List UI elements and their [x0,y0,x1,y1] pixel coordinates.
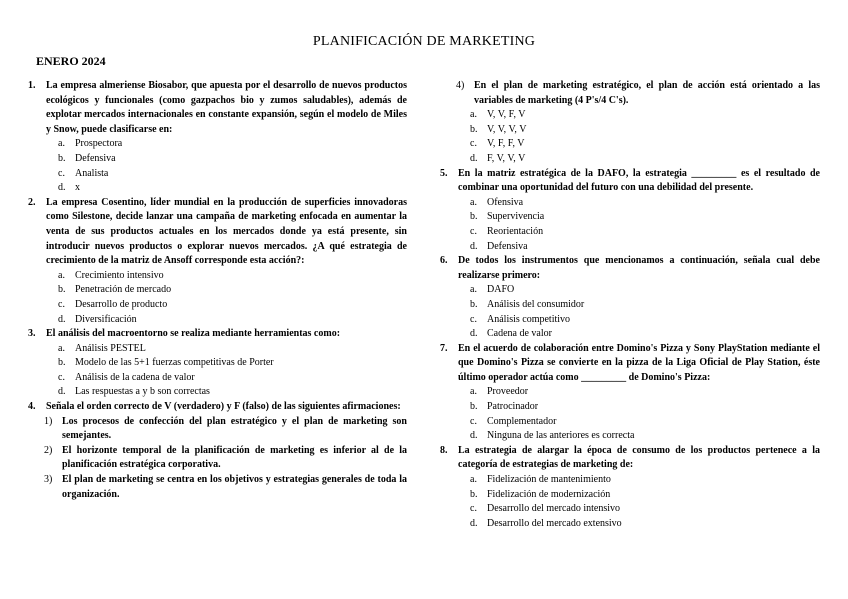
statement-text: En el plan de marketing estratégico, el plan de acción está orientado a las variables de marketing (4 P's/4 C's). [474,80,820,106]
option-text: Patrocinador [487,401,539,413]
answer-option [440,415,820,430]
option-letter: c. [470,313,477,325]
answer-option [28,167,407,182]
question-text: De todos los instrumentos que mencionamos a continuación, señala cual debe realizarse primero: [458,255,820,281]
option-letter: b. [58,152,66,164]
statement-text: Los procesos de confección del plan estratégico y el plan de marketing son semejantes. [62,415,407,442]
option-letter: b. [470,211,478,223]
option-letter: a. [58,269,65,281]
answer-option [440,327,820,342]
statement [28,473,407,502]
question-number: 4. [28,401,36,413]
option-text: V, V, F, V [487,109,526,121]
question-text: Señala el orden correcto de V (verdadero) y F (falso) de las siguientes afirmaciones: [46,401,401,413]
answer-option [440,488,820,503]
statement-number: 2) [44,444,53,456]
option-letter: d. [470,430,478,442]
option-letter: a. [470,196,477,208]
option-letter: a. [470,284,477,296]
question [28,196,407,269]
question-number: 5. [440,167,448,179]
option-text: Análisis PESTEL [75,342,146,354]
option-letter: a. [58,138,65,150]
statement-text: El plan de marketing se centra en los objetivos y estrategias generales de toda la organización. [62,474,407,500]
answer-option [28,342,407,357]
answer-option [440,196,820,211]
option-text: V, F, F, V [487,138,525,150]
answer-option [440,400,820,415]
statement-number: 4) [456,80,465,91]
option-text: x [75,182,80,194]
option-letter: b. [470,488,478,500]
option-text: Defensiva [75,152,116,164]
option-text: Cadena de valor [487,328,552,340]
question [440,342,820,386]
option-letter: c. [58,167,65,179]
option-letter: c. [470,503,477,515]
answer-option [440,298,820,313]
option-letter: a. [470,109,477,121]
question [28,327,407,342]
answer-option [440,137,820,152]
option-letter: c. [58,298,65,310]
option-letter: a. [470,474,477,486]
option-text: Fidelización de mantenimiento [487,474,611,486]
question [440,167,820,196]
option-letter: c. [470,415,477,427]
option-text: Desarrollo del mercado extensivo [487,517,622,529]
answer-option [440,108,820,123]
answer-option [28,181,407,196]
answer-option [440,502,820,517]
option-text: Desarrollo de producto [75,298,168,310]
option-letter: b. [470,123,478,135]
statement-text: El horizonte temporal de la planificación de marketing es inferior al de la planificación estratégica corporativa. [62,444,407,471]
option-letter: d. [58,386,66,398]
option-text: V, V, V, V [487,123,527,135]
answer-option [440,473,820,488]
option-letter: c. [470,138,477,150]
exam-date: ENERO 2024 [36,54,106,68]
option-text: Desarrollo del mercado intensivo [487,503,621,515]
option-letter: d. [470,328,478,340]
answer-option [440,385,820,400]
option-text: Crecimiento intensivo [75,269,164,281]
option-letter: a. [58,342,65,354]
question-text: En el acuerdo de colaboración entre Domino's Pizza y Sony PlayStation mediante el que Domino's Pizza se convierte en la pizza de la Liga Oficial de Play Station, éste último operador actúa como _________ de Domino's Pizza: [458,342,820,383]
option-letter: b. [58,357,66,369]
question [28,400,407,415]
answer-option [440,283,820,298]
option-letter: a. [470,386,477,398]
option-text: Diversificación [75,313,137,325]
question-number: 8. [440,444,448,456]
answer-option [28,313,407,328]
question-text: La estrategia de alargar la época de consumo de los productos pertenece a la categoría de estrategias de marketing de: [458,444,820,471]
answer-option [440,429,820,444]
option-text: Modelo de las 5+1 fuerzas competitivas de Porter [75,357,274,369]
question [440,254,820,283]
statement [28,415,407,444]
option-text: F, V, V, V [487,152,526,164]
option-text: Análisis competitivo [487,313,571,325]
option-text: Prospectora [75,138,123,150]
answer-option [28,269,407,284]
option-letter: d. [470,152,478,164]
answer-option [28,371,407,386]
option-letter: c. [470,225,477,237]
answer-option [28,137,407,152]
option-text: Ninguna de las anteriores es correcta [487,430,635,442]
option-text: Ofensiva [487,196,524,208]
question [440,444,820,473]
option-text: Las respuestas a y b son correctas [75,386,210,398]
option-letter: c. [58,371,65,383]
question-number: 2. [28,196,36,208]
option-text: DAFO [487,284,515,296]
question-number: 3. [28,328,36,340]
question-text: La empresa almeriense Biosabor, que apuesta por el desarrollo de nuevos productos ecológicos y funcionales (como gazpachos bio y zumos saludables), además de explotar mercados internacionales en constante expansión, según el modelo de Miles y Snow, puede clasificarse en: [46,80,407,135]
option-text: Complementador [487,415,557,427]
option-text: Analista [75,167,109,179]
statement-number: 1) [44,415,53,427]
answer-option [440,123,820,138]
option-text: Proveedor [487,386,529,398]
answer-option [440,225,820,240]
option-letter: d. [58,313,66,325]
answer-option [440,517,820,532]
question [28,79,407,137]
option-text: Supervivencia [487,211,545,223]
option-letter: b. [58,284,66,296]
option-text: Análisis del consumidor [487,298,585,310]
page-title: PLANIFICACIÓN DE MARKETING [312,34,536,49]
option-text: Penetración de mercado [75,284,172,296]
option-text: Fidelización de modernización [487,488,611,500]
answer-option [28,152,407,167]
answer-option [440,240,820,255]
answer-option [440,152,820,167]
option-letter: b. [470,298,478,310]
answer-option [440,313,820,328]
option-text: Análisis de la cadena de valor [75,371,195,383]
answer-option [440,210,820,225]
left-column [28,79,407,502]
answer-option [28,298,407,313]
right-column [440,79,820,531]
option-text: Reorientación [487,225,544,237]
option-letter: b. [470,401,478,413]
question-number: 6. [440,255,448,267]
option-letter: d. [470,517,478,529]
question-number: 7. [440,342,448,354]
option-letter: d. [58,182,66,194]
statement [28,444,407,473]
answer-option [28,356,407,371]
statement-number: 3) [44,474,53,486]
answer-option [28,385,407,400]
question-text: En la matriz estratégica de la DAFO, la estrategia _________ es el resultado de combinar una oportunidad del futuro con una debilidad del presente. [458,167,820,194]
answer-option [28,283,407,298]
question-text: El análisis del macroentorno se realiza mediante herramientas como: [46,328,341,340]
option-text: Defensiva [487,240,528,252]
question-number: 1. [28,80,36,91]
option-letter: d. [470,240,478,252]
question-text: La empresa Cosentino, líder mundial en la producción de superficies innovadoras como Silestone, decide lanzar una campaña de marketing enfocada en aumentar la venta de sus productos actuales en los mercados donde ya está presente, sin introducir nuevos productos o explorar nuevos mercados. ¿A qué estrategia de crecimiento de la matriz de Ansoff corresponde esta acción?: [46,196,407,267]
statement [440,79,820,108]
